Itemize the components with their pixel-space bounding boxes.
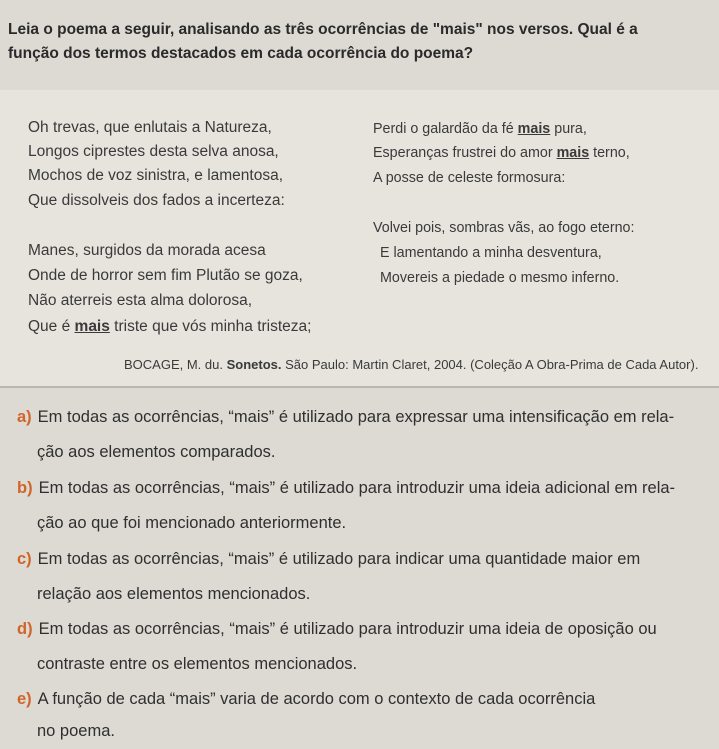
poem-right-verse-2 <box>373 145 630 161</box>
option-text: Em todas as ocorrências, “mais” é utilizado para introduzir uma ideia de oposição ou <box>38 620 657 638</box>
verse-text: terno, <box>589 145 630 161</box>
option-letter: d) <box>17 620 33 638</box>
option-b-continued: ção ao que foi mencionado anteriormente. <box>37 514 347 532</box>
question-prompt <box>8 18 708 66</box>
option-text: A função de cada “mais” varia de acordo com o contexto de cada ocorrência <box>37 690 596 708</box>
poem-right-verse-5: E lamentando a minha desventura, <box>380 245 602 261</box>
option-d[interactable] <box>17 620 657 639</box>
poem-left-verse-4: Que dissolveis dos fados a incerteza: <box>28 192 285 209</box>
option-letter: c) <box>17 550 32 568</box>
option-text: Em todas as ocorrências, “mais” é utilizado para indicar uma quantidade maior em <box>37 550 641 568</box>
verse-text: Esperanças frustrei do amor <box>373 145 557 161</box>
verse-text: Que é <box>28 318 75 335</box>
prompt-line-2: função dos termos destacados em cada ocorrência do poema? <box>8 45 474 62</box>
highlighted-mais: mais <box>517 121 551 137</box>
verse-text: Perdi o galardão da fé <box>373 121 518 137</box>
poem-right-verse-3: A posse de celeste formosura: <box>373 170 566 186</box>
verse-text: triste que vós minha tristeza; <box>109 318 312 335</box>
prompt-line-1: Leia o poema a seguir, analisando as três ocorrências de "mais" nos versos. Qual é a <box>8 21 638 38</box>
option-b[interactable] <box>17 479 675 498</box>
option-c-continued: relação aos elementos mencionados. <box>37 585 311 603</box>
option-text: Em todas as ocorrências, “mais” é utilizado para expressar uma intensificação em rela- <box>37 408 675 426</box>
poem-left-verse-3: Mochos de voz sinistra, e lamentosa, <box>28 167 284 184</box>
option-c[interactable] <box>17 550 640 569</box>
poem-left-verse-5: Manes, surgidos da morada acesa <box>28 242 266 259</box>
option-letter: b) <box>17 479 33 497</box>
poem-left-verse-1: Oh trevas, que enlutais a Natureza, <box>28 119 272 136</box>
option-e-continued: no poema. <box>37 722 115 740</box>
option-d-continued: contraste entre os elementos mencionados. <box>37 655 358 673</box>
poem-left-verse-7: Não aterreis esta alma dolorosa, <box>28 292 253 309</box>
highlighted-mais: mais <box>74 318 110 335</box>
option-text: Em todas as ocorrências, “mais” é utilizado para introduzir uma ideia adicional em rela- <box>38 479 676 497</box>
highlighted-mais: mais <box>556 145 590 161</box>
option-a-continued: ção aos elementos comparados. <box>37 443 276 461</box>
poem-right-verse-6: Movereis a piedade o mesmo inferno. <box>380 270 620 286</box>
poem-left-verse-6: Onde de horror sem fim Plutão se goza, <box>28 267 303 284</box>
poem-left-verse-2: Longos ciprestes desta selva anosa, <box>28 143 279 160</box>
poem-left-verse-8 <box>28 318 311 336</box>
option-letter: a) <box>17 408 32 426</box>
citation-publisher: São Paulo: Martin Claret, 2004. (Coleção A Obra-Prima de Cada Autor). <box>281 357 699 372</box>
verse-text: pura, <box>550 121 587 137</box>
option-e[interactable] <box>17 690 595 709</box>
option-letter: e) <box>17 690 32 708</box>
poem-right-verse-1 <box>373 121 587 137</box>
poem-citation <box>124 357 698 372</box>
citation-author: BOCAGE, M. du. <box>124 357 227 372</box>
poem-right-verse-4: Volvei pois, sombras vãs, ao fogo eterno: <box>373 220 635 236</box>
option-a[interactable] <box>17 408 674 427</box>
citation-book-title: Sonetos. <box>226 357 282 372</box>
